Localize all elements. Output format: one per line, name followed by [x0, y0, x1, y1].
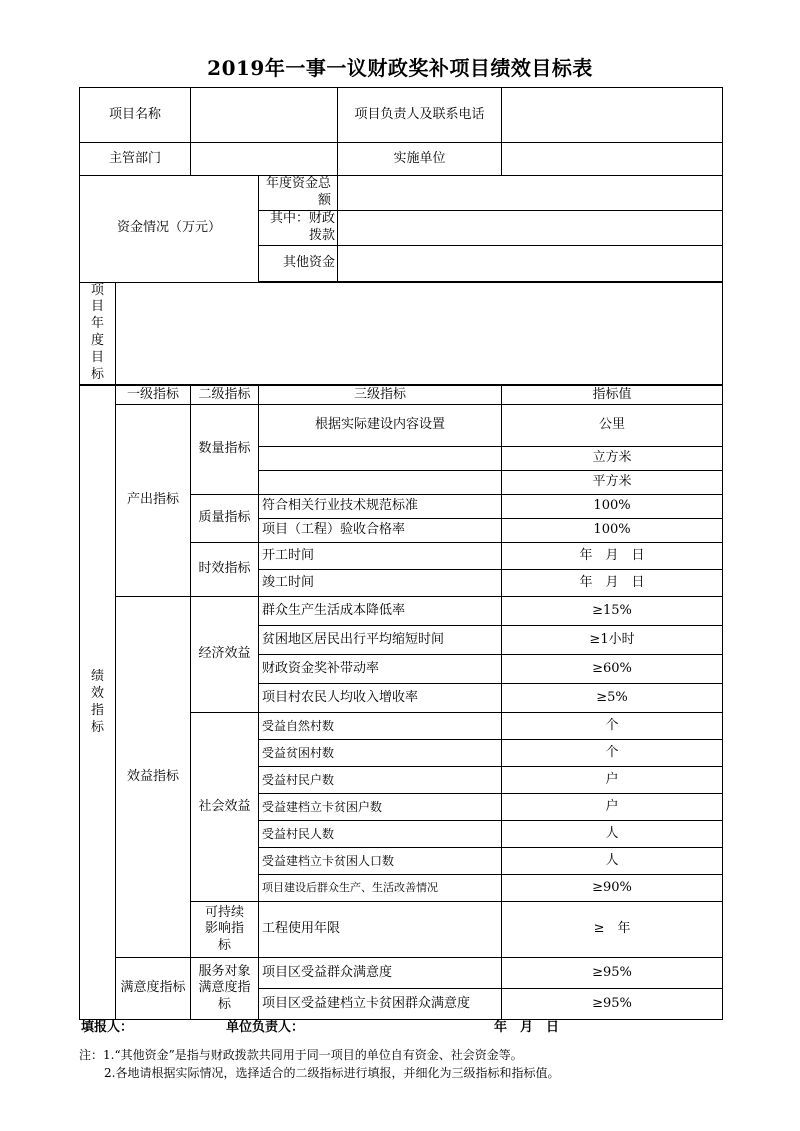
economic-value: ≥60%	[502, 655, 723, 684]
satisfaction-label: 满意度指标	[116, 958, 191, 1020]
other-funds-field[interactable]	[338, 245, 723, 282]
note-1: 注：1.“其他资金”是指与财政拨款共同用于同一项目的单位自有资金、社会资金等。	[79, 1048, 523, 1062]
quality-value: 100%	[502, 495, 723, 519]
economic-name: 项目村农民人均收入增收率	[259, 684, 502, 713]
annual-target-label: 项目年度目标	[80, 282, 116, 385]
quantity-value: 立方米	[502, 447, 723, 471]
performance-target-table	[79, 87, 723, 1020]
social-label: 社会效益	[191, 713, 259, 902]
economic-value: ≥1小时	[502, 626, 723, 655]
time-name: 竣工时间	[259, 570, 502, 597]
social-name: 受益村民人数	[259, 821, 502, 848]
time-value: 年 月 日	[502, 543, 723, 570]
col-level1: 一级指标	[116, 385, 191, 405]
quality-value: 100%	[502, 519, 723, 543]
economic-value: ≥5%	[502, 684, 723, 713]
social-value: 户	[502, 767, 723, 794]
social-name: 受益自然村数	[259, 713, 502, 740]
quantity-name	[259, 471, 502, 495]
unit-leader-label: 单位负责人：	[226, 1020, 305, 1035]
service-satisfaction-label: 服务对象满意度指标	[191, 958, 259, 1020]
social-value: 户	[502, 794, 723, 821]
social-name: 受益建档立卡贫困户数	[259, 794, 502, 821]
economic-name: 群众生产生活成本降低率	[259, 597, 502, 626]
social-name: 受益建档立卡贫困人口数	[259, 848, 502, 875]
other-funds-label: 其他资金	[259, 245, 338, 282]
funds-label: 资金情况（万元）	[80, 176, 259, 283]
sustain-value: ≥ 年	[502, 902, 723, 958]
impl-unit-label: 实施单位	[338, 143, 502, 176]
satisfaction-name: 项目区受益群众满意度	[259, 958, 502, 989]
leader-label: 项目负责人及联系电话	[338, 88, 502, 143]
quality-name: 项目（工程）验收合格率	[259, 519, 502, 543]
time-value: 年 月 日	[502, 570, 723, 597]
annual-total-label: 年度资金总额	[259, 176, 338, 211]
social-name: 受益村民户数	[259, 767, 502, 794]
economic-name: 贫困地区居民出行平均缩短时间	[259, 626, 502, 655]
quality-label: 质量指标	[191, 495, 259, 543]
project-name-field[interactable]	[191, 88, 338, 143]
time-label: 时效指标	[191, 543, 259, 597]
benefit-label: 效益指标	[116, 597, 191, 958]
time-name: 开工时间	[259, 543, 502, 570]
sustain-name: 工程使用年限	[259, 902, 502, 958]
satisfaction-value: ≥95%	[502, 958, 723, 989]
sustain-label: 可持续影响指标	[191, 902, 259, 958]
social-value: 人	[502, 848, 723, 875]
dept-field[interactable]	[191, 143, 338, 176]
leader-field[interactable]	[502, 88, 723, 143]
impl-unit-field[interactable]	[502, 143, 723, 176]
annual-total-field[interactable]	[338, 176, 723, 211]
project-name-label: 项目名称	[80, 88, 191, 143]
output-label: 产出指标	[116, 405, 191, 597]
report-date: 年 月 日	[494, 1020, 560, 1035]
economic-name: 财政资金奖补带动率	[259, 655, 502, 684]
note-2: 2.各地请根据实际情况，选择适合的二级指标进行填报，并细化为三级指标和指标值。	[104, 1066, 560, 1080]
dept-label: 主管部门	[80, 143, 191, 176]
quantity-name: 根据实际建设内容设置	[259, 405, 502, 447]
signature-footer	[79, 1016, 722, 1036]
quantity-value: 公里	[502, 405, 723, 447]
quantity-label: 数量指标	[191, 405, 259, 495]
fiscal-funds-label: 其中：财政拨款	[259, 210, 338, 245]
social-value: 人	[502, 821, 723, 848]
quantity-name	[259, 447, 502, 471]
satisfaction-value: ≥95%	[502, 989, 723, 1020]
social-value: 个	[502, 740, 723, 767]
economic-label: 经济效益	[191, 597, 259, 713]
social-name: 受益贫困村数	[259, 740, 502, 767]
social-value: ≥90%	[502, 875, 723, 902]
perf-side-label: 绩效指标	[80, 385, 116, 1020]
col-level3: 三级指标	[259, 385, 502, 405]
reporter-label: 填报人：	[81, 1020, 134, 1035]
quantity-value: 平方米	[502, 471, 723, 495]
satisfaction-name: 项目区受益建档立卡贫困群众满意度	[259, 989, 502, 1020]
social-name: 项目建设后群众生产、生活改善情况	[259, 875, 502, 902]
col-level2: 二级指标	[191, 385, 259, 405]
social-value: 个	[502, 713, 723, 740]
fiscal-funds-field[interactable]	[338, 210, 723, 245]
annual-target-field[interactable]	[116, 282, 723, 385]
col-value: 指标值	[502, 385, 723, 405]
economic-value: ≥15%	[502, 597, 723, 626]
quality-name: 符合相关行业技术规范标准	[259, 495, 502, 519]
page-title: 2019年一事一议财政奖补项目绩效目标表	[207, 56, 593, 80]
